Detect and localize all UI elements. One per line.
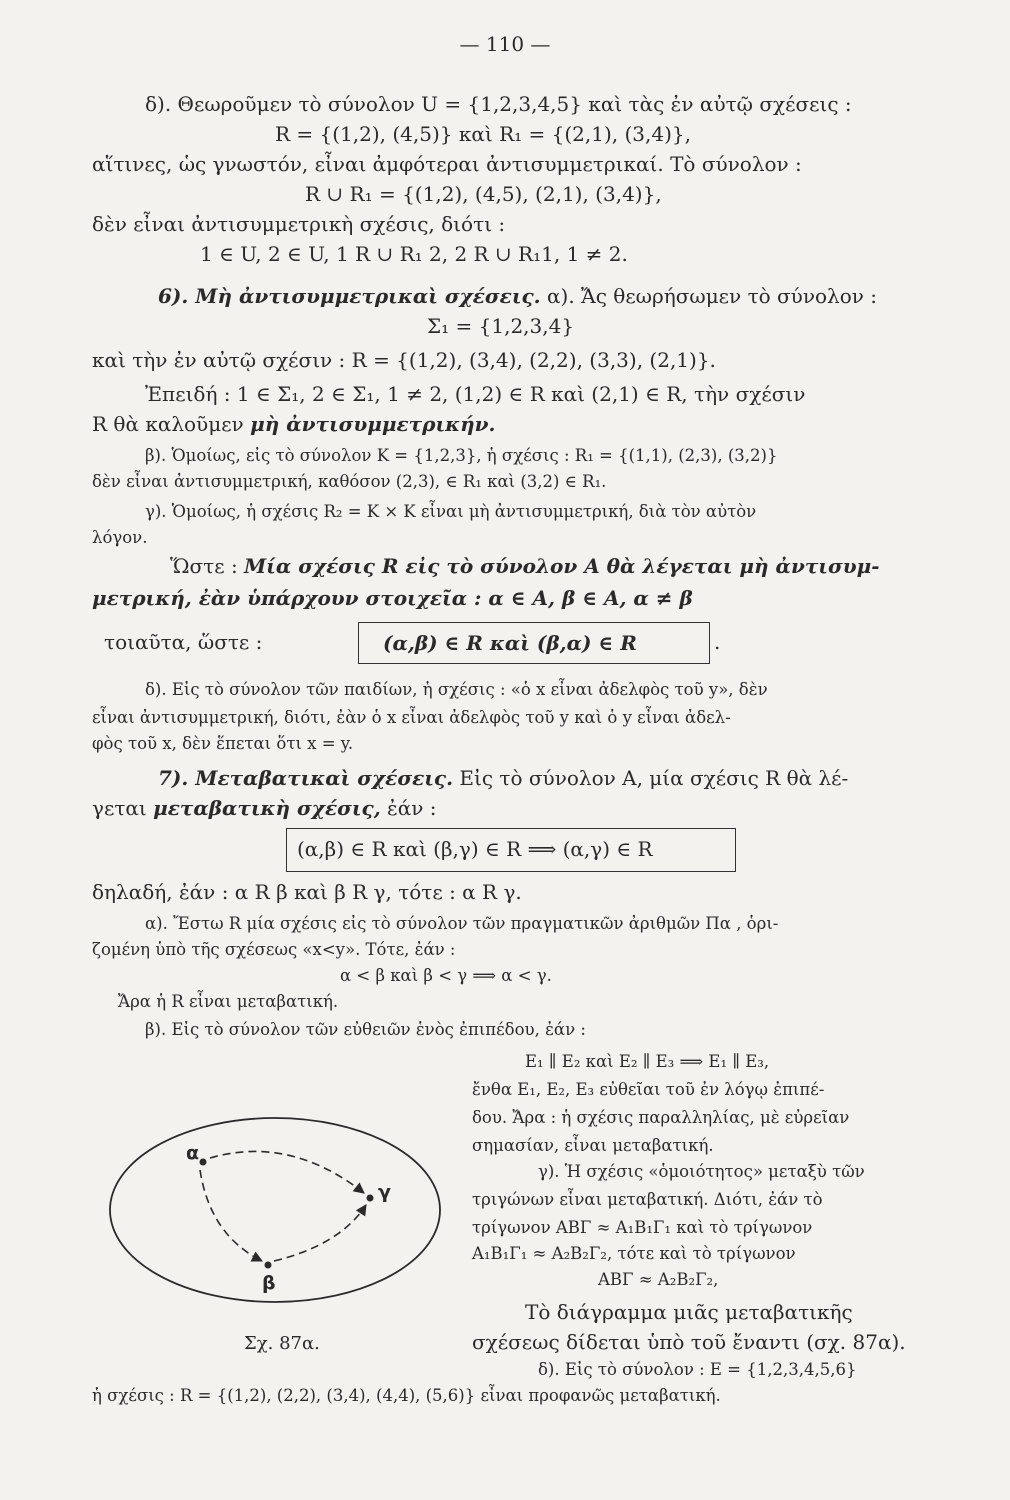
sec-d-line5: δὲν εἶναι ἀντισυμμετρικὴ σχέσις, διότι : bbox=[92, 212, 506, 236]
antisym-formula-box bbox=[358, 622, 710, 664]
sec6-call: R θὰ καλοῦμεν bbox=[92, 412, 244, 436]
sec7-line2c: ἐάν : bbox=[387, 796, 437, 820]
sec-d-line3: αἵτινες, ὡς γνωστόν, εἶναι ἀμφότεραι ἀντισυμμετρικαί. Τὸ σύνολον : bbox=[92, 152, 802, 176]
definition-line1: Μία σχέσις R εἰς τὸ σύνολον A θὰ λέγεται μὴ ἀντισυμ- bbox=[244, 554, 880, 578]
sec7-b-line2: E₁ ∥ E₂ καὶ E₂ ∥ E₃ ⟹ E₁ ∥ E₃, bbox=[525, 1052, 770, 1071]
sec7-that-is: δηλαδή, ἐάν : α R β καὶ β R γ, τότε : α R γ. bbox=[92, 880, 522, 904]
sec7-a-line2: ζομένη ὑπὸ τῆς σχέσεως «x<y». Τότε, ἐάν : bbox=[92, 940, 456, 959]
label-beta: β bbox=[262, 1272, 276, 1294]
sec6-set: Σ₁ = {1,2,3,4} bbox=[427, 314, 575, 338]
sec7-b-line1: β). Εἰς τὸ σύνολον τῶν εὐθειῶν ἑνὸς ἐπιπέδου, ἐάν : bbox=[145, 1020, 586, 1039]
sec6-g-line1: γ). Ὁμοίως, ἡ σχέσις R₂ = K × K εἶναι μὴ ἀντισυμμετρική, διὰ τὸν αὐτὸν bbox=[145, 502, 757, 521]
antisym-formula: (α,β) ∈ R καὶ (β,α) ∈ R bbox=[383, 631, 637, 655]
sec7-g-line3: τρίγωνον ΑΒΓ ≈ A₁B₁Γ₁ καὶ τὸ τρίγωνον bbox=[472, 1218, 813, 1237]
sec7-a-line1: α). Ἔστω R μία σχέσις εἰς τὸ σύνολον τῶν πραγματικῶν ἀριθμῶν Πα , ὁρι- bbox=[145, 914, 779, 933]
sec7-d-line2: ἡ σχέσις : R = {(1,2), (2,2), (3,4), (4,4), (5,6)} εἶναι προφανῶς μεταβατική. bbox=[92, 1386, 721, 1405]
sec7-diagram-line1: Τὸ διάγραμμα μιᾶς μεταβατικῆς bbox=[525, 1300, 853, 1324]
sec6-b-line2: δὲν εἶναι ἀντισυμμετρική, καθόσον (2,3), ∈ R₁ καὶ (3,2) ∈ R₁. bbox=[92, 472, 607, 491]
point-alpha bbox=[200, 1159, 207, 1166]
sec7-g-line4: A₁B₁Γ₁ ≈ A₂B₂Γ₂, τότε καὶ τὸ τρίγωνον bbox=[472, 1244, 796, 1263]
such-that: τοιαῦτα, ὥστε : bbox=[104, 630, 263, 654]
sec7-intro: Εἰς τὸ σύνολον A, μία σχέσις R θὰ λέ- bbox=[459, 766, 849, 790]
figure-caption: Σχ. 87α. bbox=[244, 1333, 320, 1354]
definition-intro: Ὥστε : bbox=[170, 554, 238, 578]
definition-line2: μετρική, ἐὰν ὑπάρχουν στοιχεῖα : α ∈ A, β ∈ A, α ≠ β bbox=[92, 586, 693, 610]
transitive-diagram bbox=[100, 1095, 460, 1315]
transitive-formula-box bbox=[286, 828, 736, 872]
sec-d-line1: δ). Θεωροῦμεν τὸ σύνολον U = {1,2,3,4,5} καὶ τὰς ἐν αὐτῷ σχέσεις : bbox=[145, 92, 852, 116]
sec6-a-intro: α). Ἄς θεωρήσωμεν τὸ σύνολον : bbox=[547, 284, 878, 308]
sec6-d-line1: δ). Εἰς τὸ σύνολον τῶν παιδίων, ἡ σχέσις : «ὁ x εἶναι ἀδελφὸς τοῦ y», δὲν bbox=[145, 680, 768, 699]
sec7-d-line1: δ). Εἰς τὸ σύνολον : E = {1,2,3,4,5,6} bbox=[538, 1360, 857, 1379]
sec7-g-line1: γ). Ἡ σχέσις «ὁμοιότητος» μεταξὺ τῶν bbox=[538, 1162, 865, 1181]
sec6-b-line1: β). Ὁμοίως, εἰς τὸ σύνολον K = {1,2,3}, ἡ σχέσις : R₁ = {(1,1), (2,3), (3,2)} bbox=[145, 446, 778, 465]
point-gamma bbox=[367, 1195, 374, 1202]
sec7-b-line4: δου. Ἄρα : ἡ σχέσις παραλληλίας, μὲ εὐρεῖαν bbox=[472, 1108, 850, 1127]
sec7-term: μεταβατικὴ σχέσις, bbox=[153, 796, 381, 820]
arrow-alpha-beta bbox=[200, 1170, 262, 1261]
sec7-b-line3: ἔνθα E₁, E₂, E₃ εὐθεῖαι τοῦ ἐν λόγῳ ἐπιπέ- bbox=[472, 1080, 825, 1099]
sec6-d-line2: εἶναι ἀντισυμμετρική, διότι, ἐὰν ὁ x εἶναι ἀδελφὸς τοῦ y καὶ ὁ y εἶναι ἀδελ- bbox=[92, 708, 731, 727]
arrow-beta-gamma bbox=[274, 1205, 366, 1261]
sec6-call-term: μὴ ἀντισυμμετρικήν. bbox=[250, 412, 496, 436]
sec-d-line4: R ∪ R₁ = {(1,2), (4,5), (2,1), (3,4)}, bbox=[305, 182, 662, 206]
sec7-heading: 7). Μεταβατικαὶ σχέσεις. bbox=[158, 766, 454, 790]
transitive-formula: (α,β) ∈ R καὶ (β,γ) ∈ R ⟹ (α,γ) ∈ R bbox=[297, 837, 653, 861]
arrow-alpha-gamma bbox=[210, 1151, 364, 1193]
sec-d-line6: 1 ∈ U, 2 ∈ U, 1 R ∪ R₁ 2, 2 R ∪ R₁1, 1 ≠ 2. bbox=[200, 242, 628, 266]
sec7-diagram-line2: σχέσεως δίδεται ὑπὸ τοῦ ἔναντι (σχ. 87α). bbox=[472, 1330, 906, 1354]
label-gamma: γ bbox=[378, 1181, 391, 1203]
sec6-relation: καὶ τὴν ἐν αὐτῷ σχέσιν : R = {(1,2), (3,4), (2,2), (3,3), (2,1)}. bbox=[92, 348, 716, 372]
sec7-g-line5: ΑΒΓ ≈ A₂B₂Γ₂, bbox=[598, 1270, 719, 1289]
antisym-formula-dot: . bbox=[714, 630, 721, 654]
page-number: — 110 — bbox=[459, 32, 551, 56]
sec6-d-line3: φὸς τοῦ x, δὲν ἕπεται ὅτι x = y. bbox=[92, 734, 354, 753]
sec7-a-line4: Ἄρα ἡ R εἶναι μεταβατική. bbox=[118, 992, 339, 1011]
sec6-heading: 6). Μὴ ἀντισυμμετρικαὶ σχέσεις. bbox=[158, 284, 541, 308]
sec7-line2a: γεται bbox=[92, 796, 147, 820]
label-alpha: α bbox=[186, 1142, 200, 1164]
sec7-g-line2: τριγώνων εἶναι μεταβατική. Διότι, ἐάν τὸ bbox=[472, 1190, 823, 1209]
point-beta bbox=[265, 1262, 272, 1269]
sec6-g-line2: λόγον. bbox=[92, 528, 148, 547]
sec7-a-line3: α < β καὶ β < γ ⟹ α < γ. bbox=[340, 966, 552, 985]
sec7-b-line5: σημασίαν, εἶναι μεταβατική. bbox=[472, 1136, 714, 1155]
sec6-since: Ἐπειδή : 1 ∈ Σ₁, 2 ∈ Σ₁, 1 ≠ 2, (1,2) ∈ R καὶ (2,1) ∈ R, τὴν σχέσιν bbox=[145, 382, 806, 406]
sec-d-line2: R = {(1,2), (4,5)} καὶ R₁ = {(2,1), (3,4)}, bbox=[275, 122, 691, 146]
